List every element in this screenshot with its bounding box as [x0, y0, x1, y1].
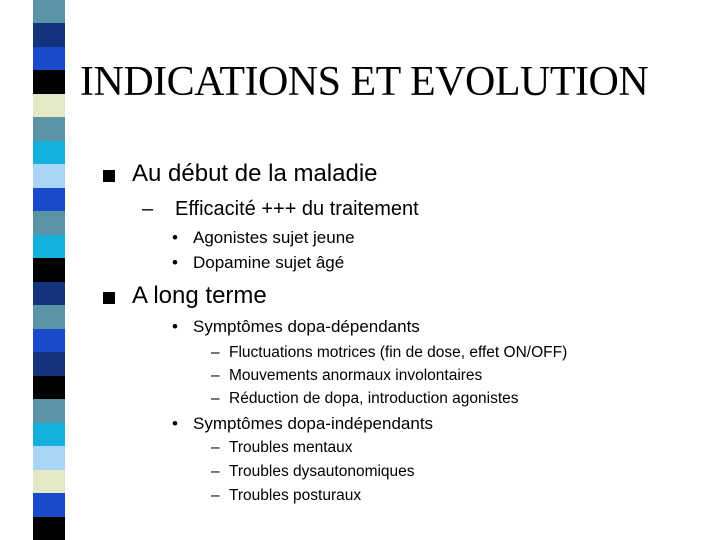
subheading-efficacite: Efficacité +++ du traitement — [175, 198, 419, 220]
list-item: Dopamine sujet âgé — [193, 253, 345, 272]
list-item: Troubles mentaux — [229, 439, 353, 456]
stripe-square — [33, 470, 65, 494]
stripe-square — [33, 94, 65, 118]
stripe-square — [33, 164, 65, 188]
stripe-square — [33, 423, 65, 447]
list-item: Réduction de dopa, introduction agonistes — [229, 390, 519, 407]
stripe-square — [33, 211, 65, 235]
stripe-square — [33, 47, 65, 71]
list-item: Agonistes sujet jeune — [193, 228, 355, 247]
stripe-square — [33, 376, 65, 400]
list-item: Troubles dysautonomiques — [229, 463, 415, 480]
stripe-square — [33, 517, 65, 540]
stripe-square — [33, 329, 65, 353]
dash-bullet-icon: – — [211, 390, 220, 407]
dash-bullet-icon: – — [142, 198, 154, 220]
dash-bullet-icon: – — [211, 487, 220, 504]
stripe-square — [33, 352, 65, 376]
list-item: Mouvements anormaux involontaires — [229, 367, 483, 384]
stripe-square — [33, 141, 65, 165]
stripe-square — [33, 305, 65, 329]
dash-bullet-icon: – — [211, 344, 220, 361]
stripe-square — [33, 235, 65, 259]
dash-bullet-icon: – — [211, 463, 220, 480]
stripe-square — [33, 282, 65, 306]
dot-bullet-icon: • — [172, 253, 178, 272]
square-bullet-icon — [103, 292, 115, 304]
stripe-square — [33, 493, 65, 517]
dot-bullet-icon: • — [172, 317, 178, 336]
list-item: Fluctuations motrices (fin de dose, effet ON/OFF) — [229, 344, 568, 361]
dash-bullet-icon: – — [211, 439, 220, 456]
stripe-square — [33, 399, 65, 423]
stripe-square — [33, 0, 65, 24]
stripe-square — [33, 117, 65, 141]
subheading-dopa-independants: Symptômes dopa-indépendants — [193, 414, 434, 433]
stripe-square — [33, 23, 65, 47]
square-bullet-icon — [103, 170, 115, 182]
section-heading-long-terme: A long terme — [132, 282, 267, 309]
section-heading-debut: Au début de la maladie — [132, 160, 378, 187]
list-item: Troubles posturaux — [229, 487, 362, 504]
stripe-square — [33, 70, 65, 94]
stripe-square — [33, 258, 65, 282]
dash-bullet-icon: – — [211, 367, 220, 384]
dot-bullet-icon: • — [172, 228, 178, 247]
decorative-stripe — [33, 0, 65, 540]
slide-title: INDICATIONS ET EVOLUTION — [80, 59, 649, 105]
subheading-dopa-dependants: Symptômes dopa-dépendants — [193, 317, 420, 336]
stripe-square — [33, 188, 65, 212]
stripe-square — [33, 446, 65, 470]
dot-bullet-icon: • — [172, 414, 178, 433]
